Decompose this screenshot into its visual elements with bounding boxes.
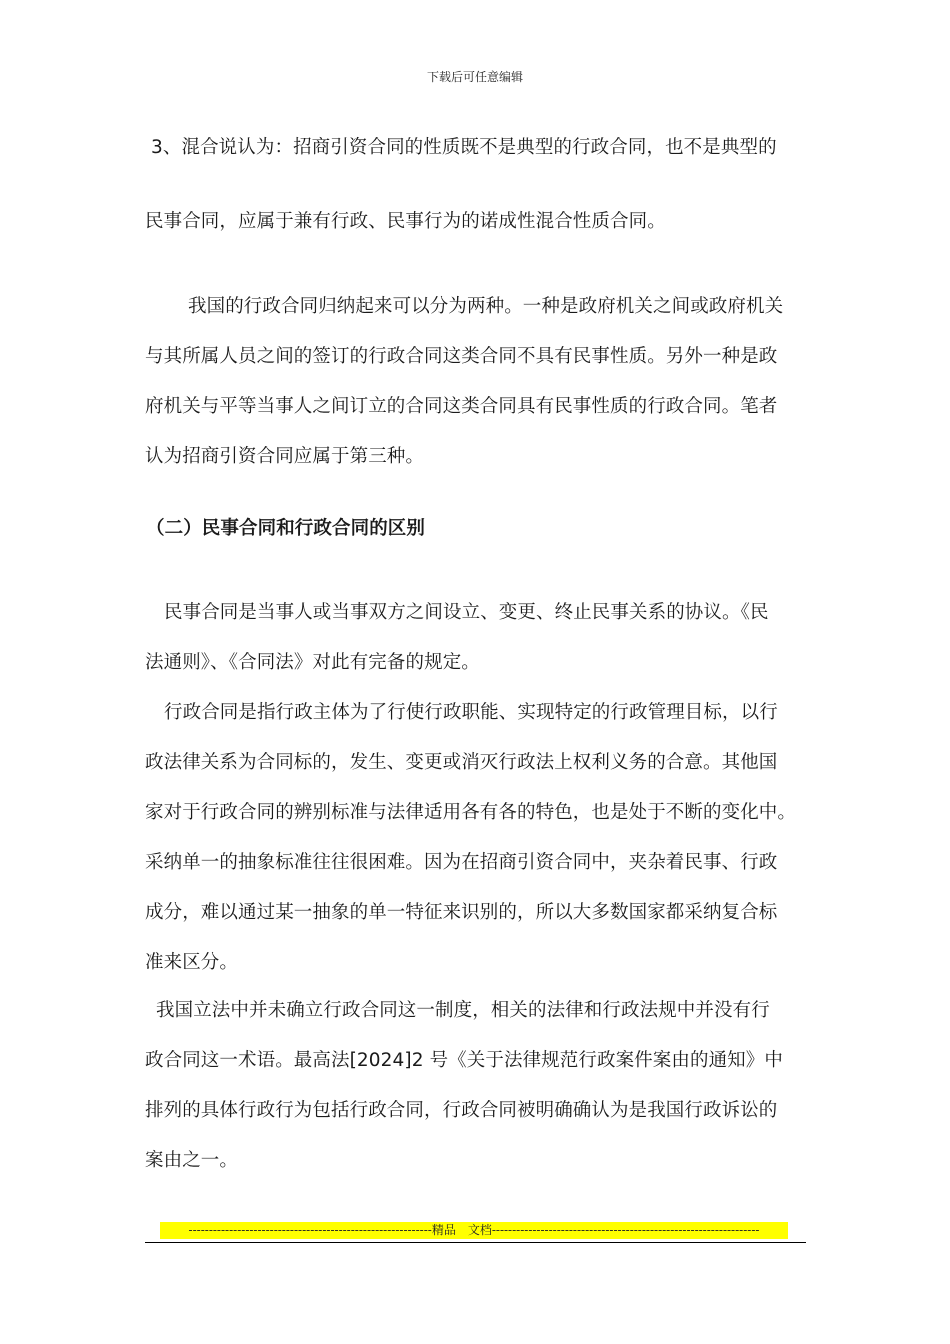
paragraph-5-line-1: 我国立法中并未确立行政合同这一制度，相关的法律和行政法规中并没有行	[156, 1000, 770, 1021]
footer-highlight-label: ------------------------------------------------------------精品 文档------------------------------------------------------------------	[160, 1222, 788, 1239]
paragraph-4-line-3: 家对于行政合同的辨别标准与法律适用各有各的特色，也是处于不断的变化中。	[145, 802, 797, 823]
paragraph-1-line-2: 民事合同，应属于兼有行政、民事行为的诺成性混合性质合同。	[145, 211, 666, 232]
paragraph-5-line-4: 案由之一。	[145, 1150, 239, 1171]
page-header-note: 下载后可任意编辑	[426, 70, 523, 84]
paragraph-5-line-2: 政合同这一术语。最高法[2024]2 号《关于法律规范行政案件案由的通知》中	[145, 1050, 783, 1071]
paragraph-2-line-4: 认为招商引资合同应属于第三种。	[145, 446, 425, 467]
paragraph-2-line-2: 与其所属人员之间的签订的行政合同这类合同不具有民事性质。另外一种是政	[145, 346, 778, 367]
paragraph-4-line-2: 政法律关系为合同标的，发生、变更或消灭行政法上权利义务的合意。其他国	[145, 752, 778, 773]
paragraph-4-line-4: 采纳单一的抽象标准往往很困难。因为在招商引资合同中，夹杂着民事、行政	[145, 852, 778, 873]
footer-divider	[145, 1242, 806, 1243]
paragraph-3-line-2: 法通则》、《合同法》对此有完备的规定。	[145, 652, 480, 673]
paragraph-4-line-5: 成分，难以通过某一抽象的单一特征来识别的，所以大多数国家都采纳复合标	[145, 902, 778, 923]
paragraph-4-line-6: 准来区分。	[145, 952, 239, 973]
paragraph-4-line-1: 行政合同是指行政主体为了行使行政职能、实现特定的行政管理目标，以行	[164, 702, 778, 723]
section-heading: （二）民事合同和行政合同的区别	[146, 518, 426, 539]
paragraph-5-line-3: 排列的具体行政行为包括行政合同，行政合同被明确确认为是我国行政诉讼的	[145, 1100, 778, 1121]
paragraph-2-line-1: 我国的行政合同归纳起来可以分为两种。一种是政府机关之间或政府机关	[188, 296, 784, 317]
paragraph-3-line-1: 民事合同是当事人或当事双方之间设立、变更、终止民事关系的协议。《民	[164, 602, 769, 623]
paragraph-1-line-1: 3、混合说认为：招商引资合同的性质既不是典型的行政合同，也不是典型的	[151, 137, 777, 158]
paragraph-2-line-3: 府机关与平等当事人之间订立的合同这类合同具有民事性质的行政合同。笔者	[145, 396, 778, 417]
